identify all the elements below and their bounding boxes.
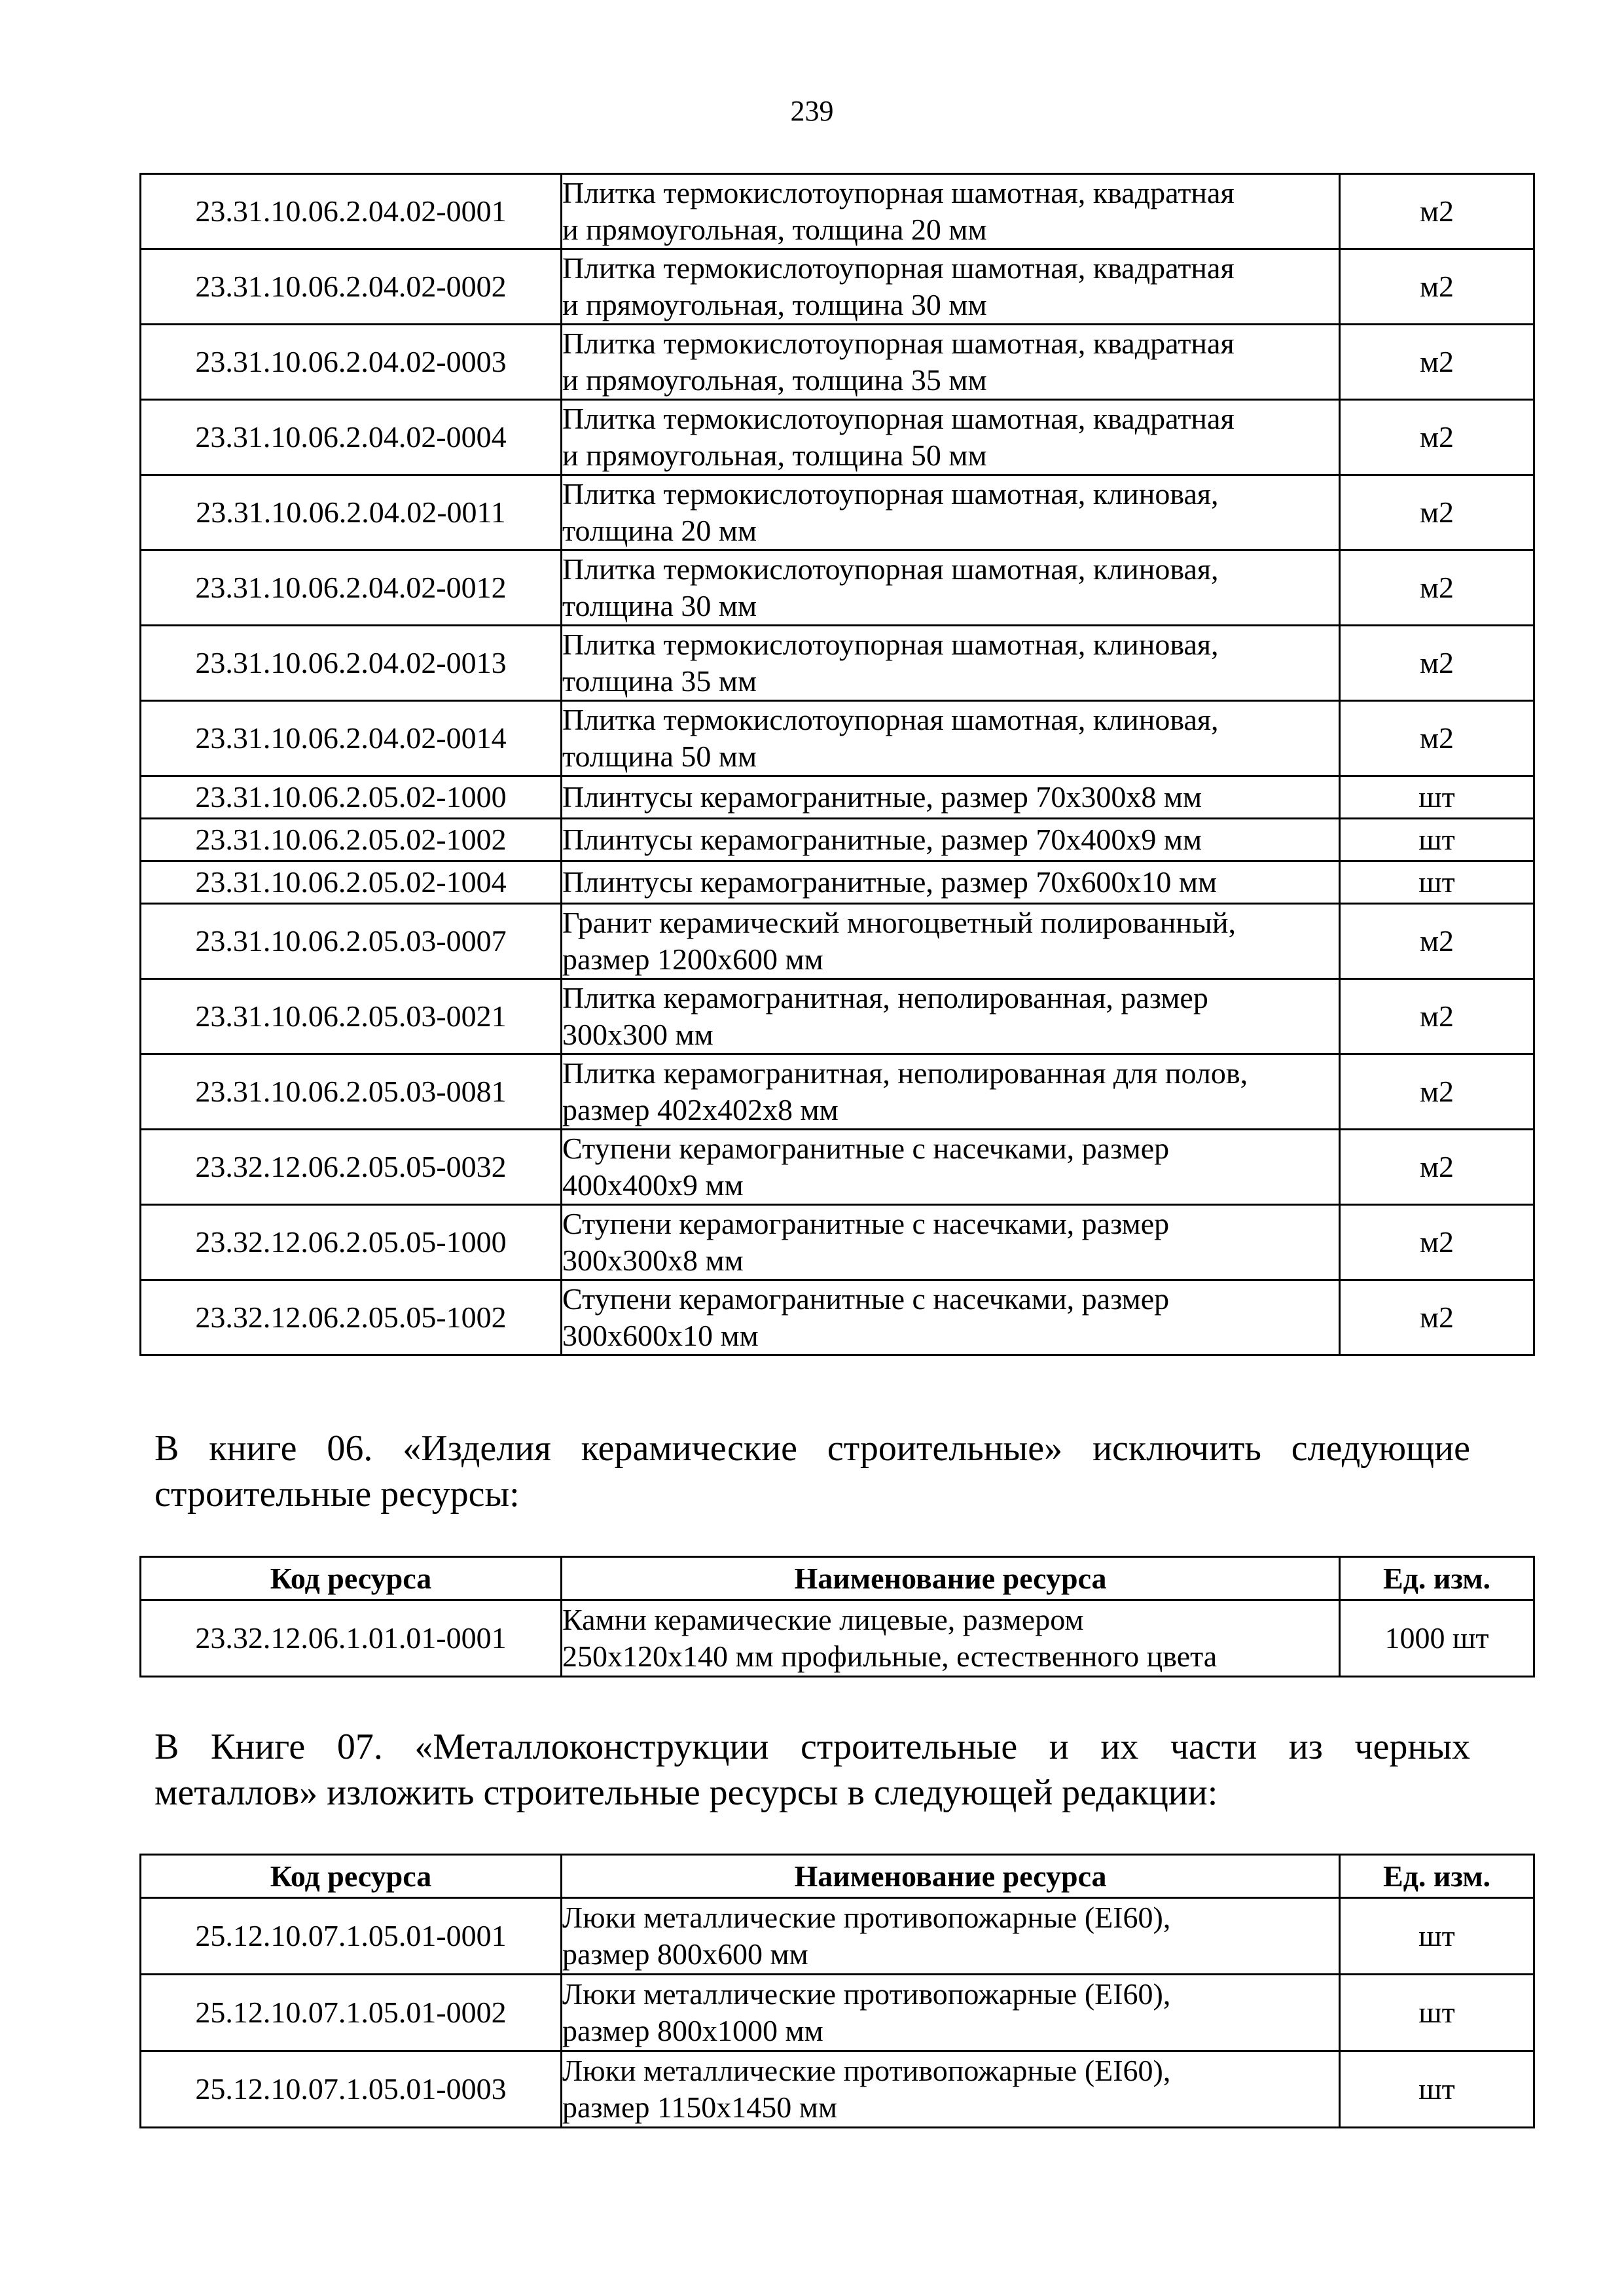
resource-name: Люки металлические противопожарные (EI60), размер 800х600 мм (562, 1898, 1340, 1975)
resource-code: 23.31.10.06.2.04.02-0003 (141, 325, 562, 400)
table-row (141, 1975, 1534, 2051)
column-header-unit: Ед. изм. (1340, 1557, 1534, 1600)
table-row (141, 701, 1534, 776)
table-row (141, 776, 1534, 819)
table-row (141, 819, 1534, 861)
resource-code: 23.31.10.06.2.05.02-1000 (141, 776, 562, 819)
paragraph-line: В Книге 07. «Металлоконструкции строительные и их части из черных (154, 1727, 1470, 1767)
resource-code: 23.31.10.06.2.04.02-0002 (141, 249, 562, 325)
resource-code: 23.31.10.06.2.05.03-0081 (141, 1054, 562, 1130)
resource-unit: м2 (1340, 550, 1534, 626)
table-row (141, 1054, 1534, 1130)
resource-name: Камни керамические лицевые, размером 250х120х140 мм профильные, естественного цвета (562, 1600, 1340, 1677)
resource-unit: шт (1340, 1975, 1534, 2051)
resource-unit: шт (1340, 2051, 1534, 2128)
resource-name: Плитка термокислотоупорная шамотная, квадратная и прямоугольная, толщина 35 мм (562, 325, 1340, 400)
resource-unit: м2 (1340, 475, 1534, 550)
resource-unit: шт (1340, 776, 1534, 819)
resource-code: 23.31.10.06.2.04.02-0011 (141, 475, 562, 550)
resource-code: 23.31.10.06.2.05.02-1004 (141, 861, 562, 904)
table-row (141, 2051, 1534, 2128)
resource-unit: м2 (1340, 701, 1534, 776)
resource-name: Ступени керамогранитные с насечками, размер 400х400х9 мм (562, 1130, 1340, 1205)
table-row (141, 1280, 1534, 1355)
resource-name: Плинтусы керамогранитные, размер 70х300х8 мм (562, 776, 1340, 819)
resource-code: 23.31.10.06.2.04.02-0001 (141, 174, 562, 249)
resource-code: 25.12.10.07.1.05.01-0002 (141, 1975, 562, 2051)
resource-table-book06-continued (139, 173, 1535, 1356)
resource-unit: шт (1340, 1898, 1534, 1975)
resource-unit: м2 (1340, 979, 1534, 1054)
resource-name: Плитка термокислотоупорная шамотная, клиновая, толщина 20 мм (562, 475, 1340, 550)
resource-name: Плинтусы керамогранитные, размер 70х400х9 мм (562, 819, 1340, 861)
paragraph-book06-exclusion (154, 1426, 1470, 1517)
resource-unit: м2 (1340, 626, 1534, 701)
column-header-code: Код ресурса (141, 1855, 562, 1898)
resource-unit: 1000 шт (1340, 1600, 1534, 1677)
resource-unit: м2 (1340, 1054, 1534, 1130)
resource-code: 23.31.10.06.2.05.03-0007 (141, 904, 562, 979)
resource-code: 23.32.12.06.1.01.01-0001 (141, 1600, 562, 1677)
column-header-unit: Ед. изм. (1340, 1855, 1534, 1898)
resource-code: 23.32.12.06.2.05.05-1000 (141, 1205, 562, 1280)
resource-name: Плитка термокислотоупорная шамотная, квадратная и прямоугольная, толщина 20 мм (562, 174, 1340, 249)
resource-unit: м2 (1340, 904, 1534, 979)
resource-unit: шт (1340, 861, 1534, 904)
resource-code: 23.31.10.06.2.04.02-0012 (141, 550, 562, 626)
table-row (141, 400, 1534, 475)
resource-name: Гранит керамический многоцветный полированный, размер 1200х600 мм (562, 904, 1340, 979)
resource-code: 23.31.10.06.2.04.02-0014 (141, 701, 562, 776)
page-number: 239 (790, 95, 834, 127)
resource-name: Плитка керамогранитная, неполированная, размер 300х300 мм (562, 979, 1340, 1054)
resource-code: 23.31.10.06.2.05.03-0021 (141, 979, 562, 1054)
resource-unit: м2 (1340, 1205, 1534, 1280)
resource-code: 23.31.10.06.2.05.02-1002 (141, 819, 562, 861)
resource-code: 25.12.10.07.1.05.01-0001 (141, 1898, 562, 1975)
table-row (141, 475, 1534, 550)
resource-name: Плитка термокислотоупорная шамотная, квадратная и прямоугольная, толщина 30 мм (562, 249, 1340, 325)
table-row (141, 550, 1534, 626)
resource-name: Плитка термокислотоупорная шамотная, клиновая, толщина 30 мм (562, 550, 1340, 626)
paragraph-line: В книге 06. «Изделия керамические строительные» исключить следующие (154, 1428, 1470, 1469)
resource-name: Плитка керамогранитная, неполированная для полов, размер 402х402х8 мм (562, 1054, 1340, 1130)
resource-name: Плитка термокислотоупорная шамотная, клиновая, толщина 35 мм (562, 626, 1340, 701)
table-row (141, 861, 1534, 904)
column-header-name: Наименование ресурса (562, 1557, 1340, 1600)
table-row (141, 1600, 1534, 1677)
table-row (141, 1130, 1534, 1205)
resource-unit: м2 (1340, 174, 1534, 249)
resource-unit: м2 (1340, 1130, 1534, 1205)
resource-table-book07 (139, 1854, 1535, 2128)
resource-name: Люки металлические противопожарные (EI60), размер 1150х1450 мм (562, 2051, 1340, 2128)
table-row (141, 626, 1534, 701)
resource-name: Плитка термокислотоупорная шамотная, квадратная и прямоугольная, толщина 50 мм (562, 400, 1340, 475)
resource-name: Плинтусы керамогранитные, размер 70х600х10 мм (562, 861, 1340, 904)
resource-name: Ступени керамогранитные с насечками, размер 300х600х10 мм (562, 1280, 1340, 1355)
resource-code: 23.32.12.06.2.05.05-0032 (141, 1130, 562, 1205)
table-header-row (141, 1855, 1534, 1898)
resource-name: Плитка термокислотоупорная шамотная, клиновая, толщина 50 мм (562, 701, 1340, 776)
table-row (141, 904, 1534, 979)
column-header-name: Наименование ресурса (562, 1855, 1340, 1898)
resource-code: 23.31.10.06.2.04.02-0013 (141, 626, 562, 701)
table-row (141, 979, 1534, 1054)
table-row (141, 1205, 1534, 1280)
resource-table-book06-excluded (139, 1556, 1535, 1677)
resource-code: 23.32.12.06.2.05.05-1002 (141, 1280, 562, 1355)
resource-name: Ступени керамогранитные с насечками, размер 300х300х8 мм (562, 1205, 1340, 1280)
paragraph-book07-revision (154, 1724, 1470, 1816)
resource-name: Люки металлические противопожарные (EI60), размер 800х1000 мм (562, 1975, 1340, 2051)
resource-unit: шт (1340, 819, 1534, 861)
resource-code: 25.12.10.07.1.05.01-0003 (141, 2051, 562, 2128)
paragraph-line: строительные ресурсы: (154, 1474, 520, 1515)
resource-unit: м2 (1340, 1280, 1534, 1355)
resource-code: 23.31.10.06.2.04.02-0004 (141, 400, 562, 475)
column-header-code: Код ресурса (141, 1557, 562, 1600)
table-row (141, 1898, 1534, 1975)
table-header-row (141, 1557, 1534, 1600)
resource-unit: м2 (1340, 400, 1534, 475)
resource-unit: м2 (1340, 325, 1534, 400)
resource-unit: м2 (1340, 249, 1534, 325)
paragraph-line: металлов» изложить строительные ресурсы в следующей редакции: (154, 1772, 1218, 1813)
table-row (141, 325, 1534, 400)
table-row (141, 174, 1534, 249)
table-row (141, 249, 1534, 325)
